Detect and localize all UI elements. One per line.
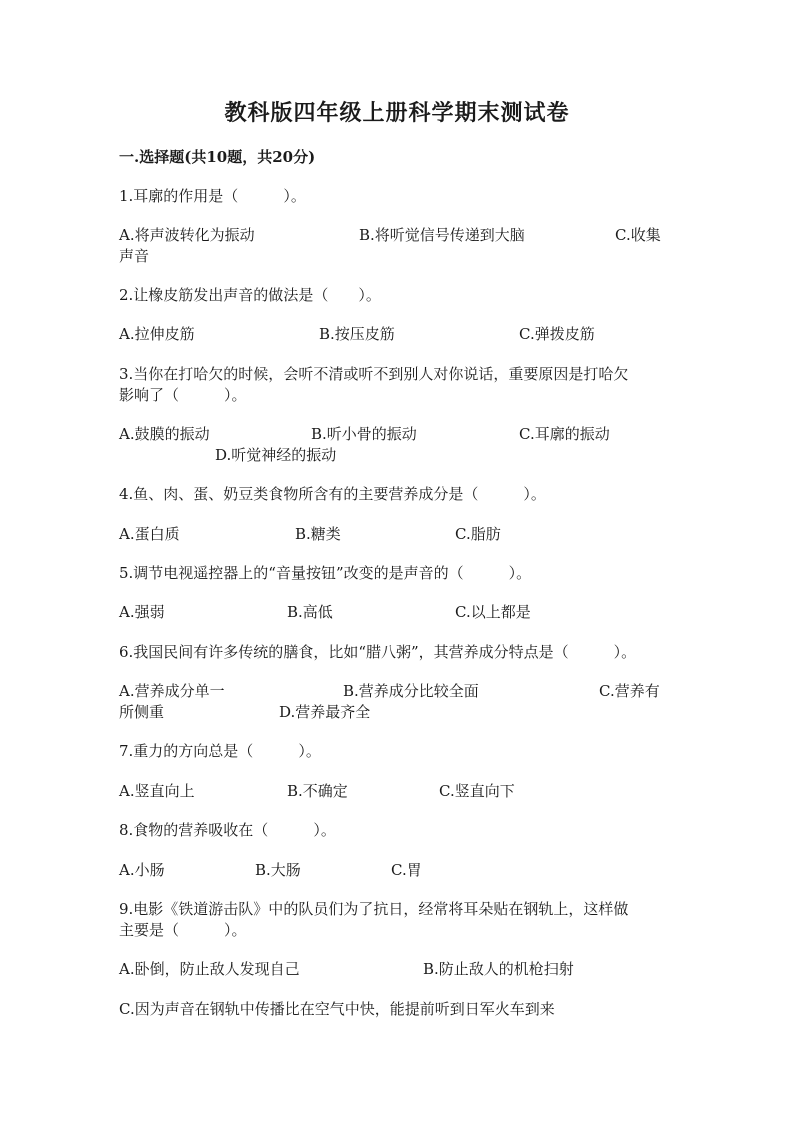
question-2-option-a: A.拉伸皮筋	[119, 325, 195, 343]
question-9-option-c: C.因为声音在钢轨中传播比在空气中快，能提前听到日军火车到来	[119, 1000, 555, 1018]
question-6-stem: 6.我国民间有许多传统的膳食，比如“腊八粥”，其营养成分特点是（ ）。	[119, 643, 637, 661]
question-1-option-b: B.将听觉信号传递到大脑	[359, 226, 525, 244]
question-4-option-a: A.蛋白质	[119, 525, 180, 543]
question-2-option-c: C.弹拨皮筋	[519, 325, 595, 343]
question-3-stem-line2: 影响了（ ）。	[119, 386, 247, 404]
question-9-stem-line1: 9.电影《铁道游击队》中的队员们为了抗日，经常将耳朵贴在钢轨上，这样做	[119, 900, 629, 918]
question-5-option-b: B.高低	[287, 603, 333, 621]
question-6-option-b: B.营养成分比较全面	[343, 682, 479, 700]
question-8-stem: 8.食物的营养吸收在（ ）。	[119, 821, 336, 839]
question-6-option-c: C.营养有	[599, 682, 660, 700]
question-3-option-b: B.听小骨的振动	[311, 425, 417, 443]
question-1-option-c: C.收集	[615, 226, 661, 244]
question-5-stem: 5.调节电视遥控器上的“音量按钮”改变的是声音的（ ）。	[119, 564, 532, 582]
question-3-option-a: A.鼓膜的振动	[119, 425, 210, 443]
question-2-option-b: B.按压皮筋	[319, 325, 395, 343]
question-4-option-b: B.糖类	[295, 525, 341, 543]
question-1-stem: 1.耳廓的作用是（ ）。	[119, 187, 306, 205]
question-5-option-c: C.以上都是	[455, 603, 531, 621]
question-7-option-b: B.不确定	[287, 782, 348, 800]
question-3-option-c: C.耳廓的振动	[519, 425, 610, 443]
question-5-option-a: A.强弱	[119, 603, 165, 621]
question-1-option-c-wrap: 声音	[119, 247, 150, 265]
question-1-option-a: A.将声波转化为振动	[119, 226, 255, 244]
question-9-option-a: A.卧倒，防止敌人发现自己	[119, 960, 300, 978]
question-7-option-a: A.竖直向上	[119, 782, 195, 800]
question-4-stem: 4.鱼、肉、蛋、奶豆类食物所含有的主要营养成分是（ ）。	[119, 485, 546, 503]
question-6-option-a: A.营养成分单一	[119, 682, 225, 700]
question-6-option-c-wrap: 所侧重	[119, 703, 165, 721]
question-9-option-b: B.防止敌人的机枪扫射	[423, 960, 574, 978]
question-9-stem-line2: 主要是（ ）。	[119, 921, 247, 939]
question-7-option-c: C.竖直向下	[439, 782, 515, 800]
question-7-stem: 7.重力的方向总是（ ）。	[119, 742, 321, 760]
question-8-option-b: B.大肠	[255, 861, 301, 879]
question-2-stem: 2.让橡皮筋发出声音的做法是（ ）。	[119, 286, 381, 304]
section-heading: 一.选择题(共10题，共20分)	[119, 148, 316, 166]
page-title: 教科版四年级上册科学期末测试卷	[224, 100, 570, 126]
question-4-option-c: C.脂肪	[455, 525, 501, 543]
question-3-stem-line1: 3.当你在打哈欠的时候，会听不清或听不到别人对你说话，重要原因是打哈欠	[119, 365, 629, 383]
question-8-option-c: C.胃	[391, 861, 422, 879]
question-6-option-d: D.营养最齐全	[279, 703, 371, 721]
question-3-option-d: D.听觉神经的振动	[215, 446, 337, 464]
question-8-option-a: A.小肠	[119, 861, 165, 879]
